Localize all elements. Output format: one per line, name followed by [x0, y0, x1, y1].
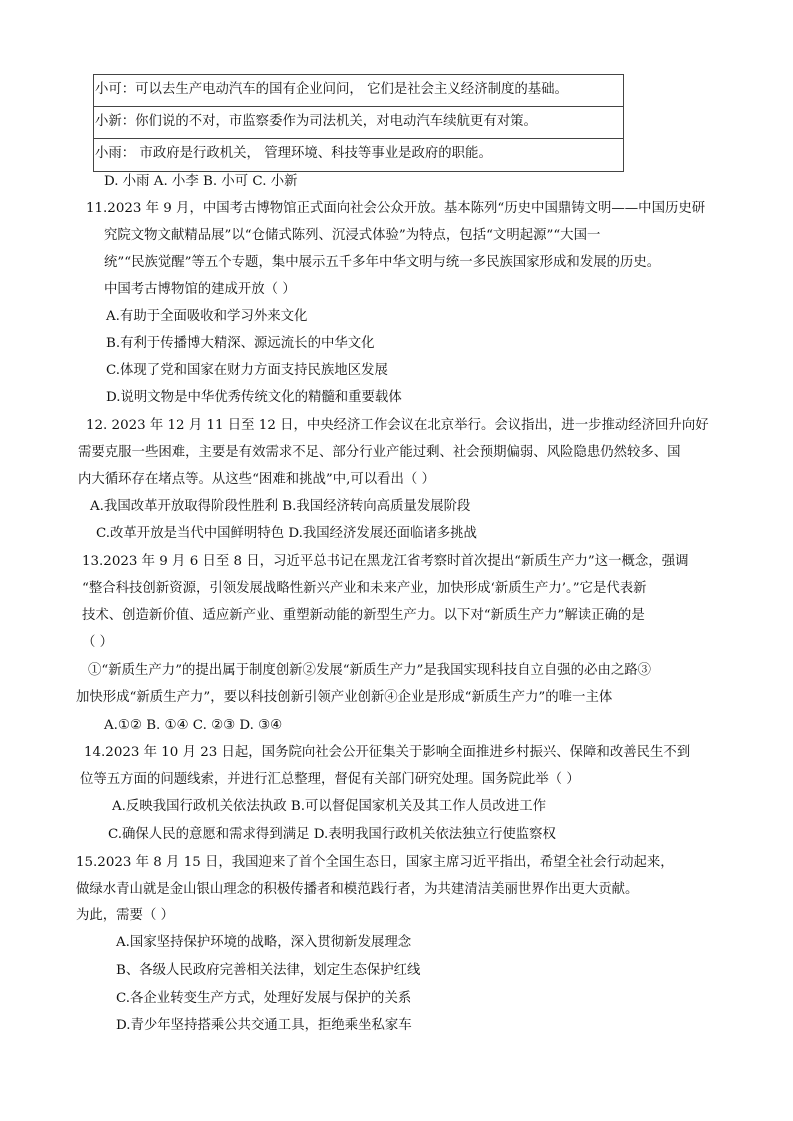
q15-option-a: A.国家坚持保护环境的战略，深入贯彻新发展理念	[116, 935, 412, 950]
table-row: 小雨： 市政府是行政机关， 管理环境、科技等事业是政府的职能。	[95, 146, 492, 161]
q13-items-line: ①“新质生产力”的提出属于制度创新②发展“新质生产力”是我国实现科技自立自强的必由之路③	[88, 663, 652, 678]
q15-option-d: D.青少年坚持搭乘公共交通工具，拒绝乘坐私家车	[116, 1018, 412, 1033]
q15-option-b: B、各级人民政府完善相关法律，划定生态保护红线	[116, 963, 421, 978]
table-row: 小新：你们说的不对，市监察委作为司法机关，对电动汽车续航更有对策。	[94, 107, 623, 139]
q13-stem-line: （ ）	[82, 635, 114, 650]
q11-option-d: D.说明文物是中华优秀传统文化的精髓和重要载体	[106, 390, 402, 405]
q11-option-c: C.体现了党和国家在财力方面支持民族地区发展	[106, 363, 388, 378]
q15-stem-line: 为此，需要（ ）	[76, 908, 174, 923]
q12-options-cd: C.改革开放是当代中国鲜明特色 D.我国经济发展还面临诸多挑战	[96, 526, 477, 541]
q11-stem-line: 中国考古博物馆的建成开放（ ）	[104, 282, 296, 297]
q12-options-ab: A.我国改革开放取得阶段性胜利 B.我国经济转向高质量发展阶段	[90, 499, 471, 514]
q12-stem-line: 需要克服一些困难，主要是有效需求不足、部分行业产能过剩、社会预期偏弱、风险隐患仍然较多、国	[78, 445, 681, 460]
q14-options-ab: A.反映我国行政机关依法执政 B.可以督促国家机关及其工作人员改进工作	[112, 799, 546, 814]
q11-option-b: B.有利于传播博大精深、源远流长的中华文化	[106, 336, 375, 351]
q13-options: A.①② B. ①④ C. ②③ D. ③④	[104, 718, 283, 733]
q12-stem-line: 内大循环存在堵点等。从这些“困难和挑战”中,可以看出（ ）	[78, 472, 435, 487]
dialogue-table	[93, 74, 624, 172]
q11-option-a: A.有助于全面吸收和学习外来文化	[106, 309, 308, 324]
q11-stem-line: 究院文物文献精品展”以“仓储式陈列、沉浸式体验”为特点，包括“文明起源”“大国一	[104, 228, 601, 243]
q12-stem-line: 12. 2023 年 12 月 11 日至 12 日，中央经济工作会议在北京举行。会议指出，进一步推动经济回升向好	[86, 418, 709, 433]
q13-stem-line: 技术、创造新价值、适应新产业、重塑新动能的新型生产力。以下对“新质生产力”解读正确的是	[82, 608, 645, 623]
q15-stem-line: 15.2023 年 8 月 15 日，我国迎来了首个全国生态日，国家主席习近平指出，希望全社会行动起来，	[76, 855, 674, 870]
q15-option-c: C.各企业转变生产方式，处理好发展与保护的关系	[116, 991, 412, 1006]
q14-stem-line: 14.2023 年 10 月 23 日起，国务院向社会公开征集关于影响全面推进乡村振兴、保障和改善民生不到	[84, 745, 691, 760]
q13-items-line: 加快形成“新质生产力”，要以科技创新引领产业创新④企业是形成“新质生产力”的唯一主体	[76, 690, 613, 705]
q10-options: D. 小雨 A. 小李 B. 小可 C. 小新	[104, 174, 298, 189]
q13-stem-line: 13.2023 年 9 月 6 日至 8 日，习近平总书记在黑龙江省考察时首次提出“新质生产力”这一概念，强调	[82, 554, 689, 569]
q14-stem-line: 位等五方面的问题线索，并进行汇总整理，督促有关部门研究处理。国务院此举（ ）	[80, 772, 580, 787]
q11-stem-line: 统”“民族觉醒”等五个专题，集中展示五千多年中华文明与统一多民族国家形成和发展的历史。	[104, 255, 661, 270]
q15-stem-line: 做绿水青山就是金山银山理念的积极传播者和模范践行者，为共建清洁美丽世界作出更大贡献。	[76, 882, 639, 897]
q11-stem-line: 11.2023 年 9 月，中国考古博物馆正式面向社会公众开放。基本陈列“历史中国鼎铸文明——中国历史研	[86, 201, 706, 216]
q13-stem-line: “整合科技创新资源，引领发展战略性新兴产业和未来产业，加快形成‘新质生产力’。”它是代表新	[82, 581, 647, 596]
table-row: 小可：可以去生产电动汽车的国有企业问问， 它们是社会主义经济制度的基础。	[94, 75, 623, 107]
q14-options-cd: C.确保人民的意愿和需求得到满足 D.表明我国行政机关依法独立行使监察权	[108, 827, 556, 842]
